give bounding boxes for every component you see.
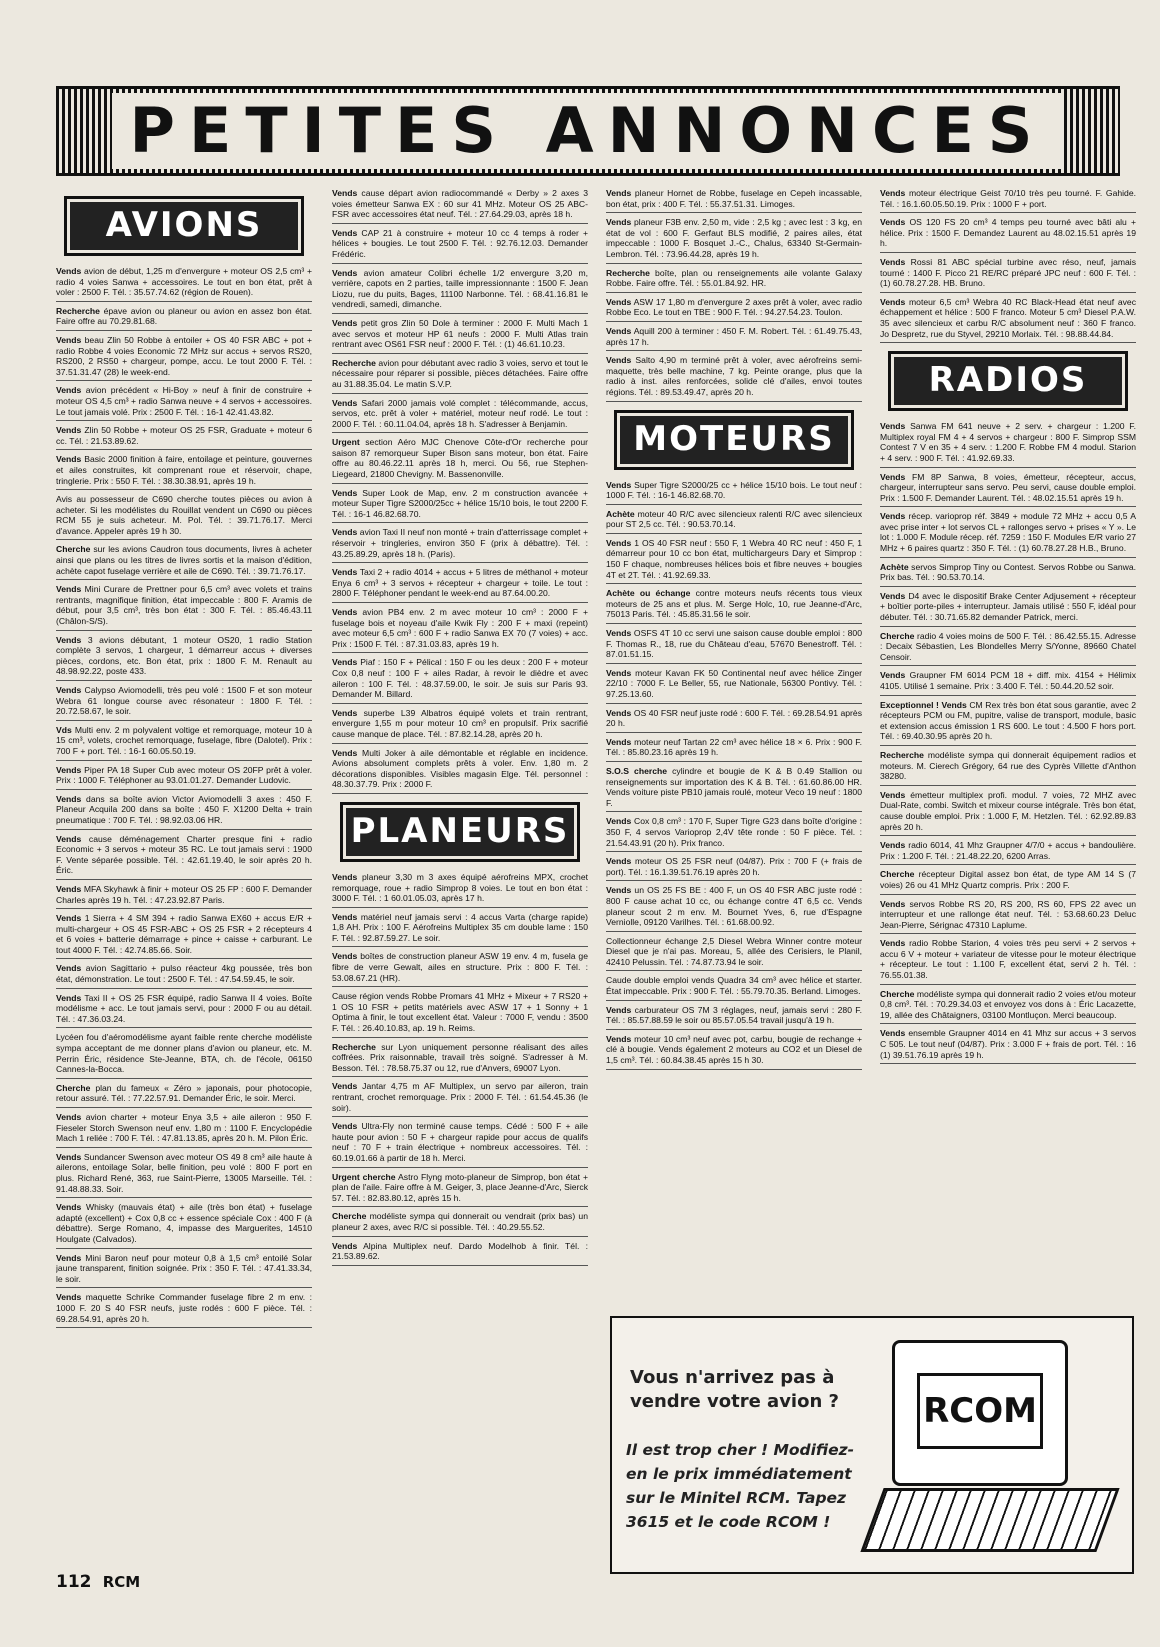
classified-ad: [56, 306, 312, 331]
ad-text: 3 avions débutant, 1 moteur OS20, 1 radio Station complète 3 servos, 1 chargeur, 1 démarreur accus + diverses pièces, cordons, etc. Bon état, prix : 1800 F. M. Renault au 48.98.92.22, poste 433.: [56, 634, 312, 677]
classified-ad: [880, 562, 1136, 587]
classified-ad: [606, 480, 862, 505]
ad-text: moteur 6,5 cm³ Webra 40 RC Black-Head état neuf avec échappement et hélice : 500 F franco. Moteur 5 cm³ Diesel P.A.W. 35 avec silencieux et carbu R/C absolument neuf : 360 F franco. Jo Despretz, rue du Styvel, 29210 Morlaix. Tél. : 98.88.44.84.: [880, 296, 1136, 339]
classified-ad: [332, 1042, 588, 1078]
ad-text: Piper PA 18 Super Cub avec moteur OS 20FP prêt à voler. Prix : 1000 F. Téléphoner au 93.01.01.27. Demander Ludovic.: [56, 764, 312, 786]
column-2: [332, 188, 588, 1558]
ad-keyword: Urgent cherche: [332, 1171, 396, 1182]
classified-ad: [606, 217, 862, 263]
classified-ad: [880, 472, 1136, 508]
ad-keyword: Vends: [606, 296, 632, 307]
ad-keyword: Vends: [332, 871, 358, 882]
classified-ad: [56, 385, 312, 421]
classified-ad: [56, 425, 312, 450]
ad-text: OSFS 4T 10 cc servi une saison cause double emploi : 800 F. Thomas R., 18, rue du Château d'eau, 57670 Benestroff. Tél. : 87.01.51.15.: [606, 628, 862, 660]
ad-text: modéliste sympa qui donnerait équipement radios et moteurs. M. Cierech Grégory, 64 rue des Cyprès Villette d'Anthon 38280.: [880, 749, 1136, 782]
classified-ad: [332, 318, 588, 354]
ad-text: plan du fameux « Zéro » japonais, pour photocopie, retour assuré. Tél. : 77.22.57.91. Demander Éric, le soir. Merci.: [56, 1082, 312, 1104]
classified-ad: [606, 538, 862, 584]
classified-ad: [606, 1034, 862, 1070]
ad-text: moteur OS 25 FSR neuf (04/87). Prix : 700 F (+ frais de port). Tél. : 16.1.39.51.76.19 après 20 h.: [606, 856, 862, 877]
classified-ad: [56, 993, 312, 1029]
ad-keyword: Vends: [606, 707, 632, 718]
classified-ad: [606, 588, 862, 624]
classified-ad: [332, 527, 588, 563]
ad-keyword: Vends: [56, 685, 82, 695]
classified-ad: [332, 748, 588, 794]
ad-text: carburateur OS 7M 3 réglages, neuf, jamais servi : 280 F. Tél. : 85.57.88.59 le soir ou 85.57.05.54 travail jusqu'à 19 h.: [606, 1004, 862, 1026]
ad-text: 1 OS 40 FSR neuf : 550 F, 1 Webra 40 RC neuf : 450 F, 1 démarreur pour 10 cc bon état, multichargeurs Dary et Simprop : 150 F chaque, nombreuses hélices bois et fibre neuves + bougies 4T et 2T. Tél. : 41.92.69.33.: [606, 537, 862, 580]
classified-ad: [56, 544, 312, 580]
classified-ad: [606, 975, 862, 1000]
ad-keyword: Exceptionnel ! Vends: [880, 699, 967, 710]
ad-keyword: Cherche: [880, 869, 915, 880]
classified-ad: [880, 511, 1136, 557]
ad-text: boîte, plan ou renseignements aile volante Galaxy Robbe. Faire offre. Tél. : 55.01.84.92. HR.: [606, 267, 862, 289]
ad-keyword: Vends: [56, 1252, 82, 1263]
classified-ad: [606, 708, 862, 733]
ad-text: beau Zlin 50 Robbe à entoiler + OS 40 FSR ABC + pot + radio Robbe 4 voies Economic 72 MHz sur accus + servos RS20, RS200, 2 RS50 + chargeur, pompe, accu. Le tout 2000 F. Tél. : 37.51.31.47 (28) le week-end.: [56, 334, 312, 377]
ad-keyword: Vends: [880, 670, 906, 681]
ad-keyword: Vends: [880, 256, 906, 267]
ad-text: Basic 2000 finition à faire, entoilage et peinture, gouvernes et ailes construites, kit comprenant roue et réservoir, chape, tringlerie. Prix : 550 F. Tél. : 38.30.38.91, après 19 h.: [56, 454, 312, 486]
ad-keyword: Vends: [332, 527, 358, 538]
classified-ad: [332, 1211, 588, 1236]
classified-ad: [56, 1112, 312, 1148]
classified-ad: [880, 840, 1136, 865]
classified-ad: [880, 421, 1136, 467]
ad-list: [606, 480, 862, 1070]
classified-ad: [332, 991, 588, 1037]
ad-keyword: Vends: [880, 840, 906, 851]
ad-keyword: Recherche: [606, 267, 650, 278]
classified-ad: [56, 584, 312, 630]
classified-ad: [332, 268, 588, 314]
ad-list: [880, 421, 1136, 1064]
classified-ad: [332, 1241, 588, 1266]
ad-keyword: Vends: [56, 992, 82, 1003]
ad-keyword: Urgent: [332, 437, 360, 448]
ad-keyword: Vends: [332, 317, 358, 328]
classified-ad: [56, 834, 312, 880]
ad-keyword: Vends: [332, 188, 358, 198]
column-4: [880, 188, 1136, 1308]
ad-text: Aquill 200 à terminer : 450 F. M. Robert. Tél. : 61.49.75.43, après 17 h.: [606, 325, 862, 347]
ad-keyword: Achète: [606, 508, 635, 519]
ad-text: Cox 0,8 cm³ : 170 F, Super Tigre G23 dans boîte d'origine : 350 F, 4 servos Varioprop 2,4V tête ronde : 50 F pièce. Tél. : 21.54.43.91 (20 h). Prix franco.: [606, 816, 862, 848]
ad-text: contre moteurs neufs récents tous vieux moteurs de 25 ans et plus. M. Serge Holc, 10, rue Jeanne-d'Arc, 75013 Paris. Tél. : 45.85.31.56 le soir.: [606, 588, 862, 620]
ad-keyword: Vends: [56, 634, 82, 645]
ad-text: Rossi 81 ABC spécial turbine avec réso, neuf, jamais tourné : 1400 F. Picco 21 RE/RC préparé JPC neuf : 600 F. Tél. : (1) 60.78.27.28. HB. Bruno.: [880, 256, 1136, 289]
ad-keyword: Vends: [56, 1112, 82, 1122]
classified-ad: [606, 1005, 862, 1030]
section-avions: AVIONS: [64, 196, 304, 256]
ad-keyword: Vends: [56, 883, 82, 894]
ad-keyword: Recherche: [56, 305, 100, 316]
ad-text: Calypso Aviomodelli, très peu volé : 1500 F et son moteur Webra 61 longue course avec résonateur : 1800 F. Tél. : 20.72.58.67, le soir.: [56, 685, 312, 717]
ad-text: planeur Hornet de Robbe, fuselage en Cepeh incassable, bon état, prix : 400 F. Tél. : 55.37.51.31. Limoges.: [606, 188, 862, 209]
ad-text: MFA Skyhawk à finir + moteur OS 25 FP : 600 F. Demander Charles après 19 h. Tél. : 47.23.92.87 Paris.: [56, 883, 312, 905]
ad-text: Whisky (mauvais état) + aile (très bon état) + fuselage adapté (excellent) + Cox 0,8 cc + essence spéciale Cox : 400 F (à débattre). Serge Romano, 4, impasse des Marguerites, 14510 Houlgate (Calvados).: [56, 1202, 312, 1244]
ad-keyword: Vends: [332, 1121, 358, 1132]
ad-text: cylindre et bougie de K & B 0.49 Stallion ou renseignements sur importation des K & B. Tél. : 61.60.86.00 HR. Vends voiture piste PB10 jamais roulé, moteur Veco 19 neuf : 1800 F.: [606, 765, 862, 808]
ad-text: Alpina Multiplex neuf. Dardo Modelhob à finir. Tél. : 21.53.89.62.: [332, 1240, 588, 1262]
ad-keyword: Vends: [606, 325, 632, 336]
ad-keyword: Vends: [880, 188, 906, 198]
ad-keyword: Vends: [332, 657, 358, 668]
classified-ad: [880, 750, 1136, 786]
ad-list: [56, 266, 312, 1328]
ad-text: Ultra-Fly non terminé cause temps. Cédé : 500 F + aile haute pour avion : 50 F + chargeur rapide pour accus de qualifs neuf : 70 F + train électrique + nombreux accessoires. Tél. : 60.19.01.66 à partir de 18 h. Merci.: [332, 1121, 588, 1163]
ad-keyword: Vends: [606, 885, 632, 896]
ad-keyword: Vends: [56, 266, 82, 276]
classified-ad: [606, 326, 862, 351]
ad-text: moteur électrique Geist 70/10 très peu tourné. F. Gahide. Tél. : 16.1.60.05.50.19. Prix : 1000 F + port.: [880, 188, 1136, 209]
ad-text: CAP 21 à construire + moteur 10 cc 4 temps à roder + hélices + bougies. Le tout 2500 F. Tél. : 92.76.12.03. Demander Frédéric.: [332, 227, 588, 259]
classified-ad: [332, 228, 588, 264]
ad-text: Multi Joker à aile démontable et réglable en incidence. Avions absolument complets prêts à voler. Env. 1,80 m. 2 décorations disponibles. Visibles magasin Elge. Tél. personnel : 48.30.37.79. Prix : 2000 F.: [332, 747, 588, 790]
classified-ad: [56, 1253, 312, 1289]
section-moteurs: MOTEURS: [614, 410, 854, 470]
classified-ad: [332, 912, 588, 948]
ad-list: [606, 188, 862, 402]
ad-text: Mini Curare de Prettner pour 6,5 cm³ avec volets et trains rentrants, magnifique finition, état impeccable : 800 F. Aramis de début, pour 3,5 cm³, très bon état : 300 F. Tél. : 85.46.43.11 (Châlon-S/S).: [56, 584, 312, 627]
ad-text: Astro Flyng moto-planeur de Simprop, bon état + plan de l'aile. Faire offre à M. Geiger, 3, place Jeanne-d'Arc, Sierck 57. Tél. : 82.83.80.12, après 15 h.: [332, 1171, 588, 1203]
ad-text: boîtes de construction planeur ASW 19 env. 4 m, fusela ge fibre de verre Gewalt, ailes en structure. Prix : 800 F. Tél. : 53.08.67.21 (HR).: [332, 951, 588, 983]
ad-keyword: Vends: [332, 1240, 358, 1251]
ad-list: [332, 188, 588, 794]
ad-keyword: Recherche: [880, 749, 924, 760]
classified-ad: [56, 1032, 312, 1078]
classified-ad: [332, 488, 588, 524]
minitel-keyboard-icon: [860, 1488, 1119, 1552]
ad-keyword: Vends: [606, 537, 632, 548]
ad-list: [880, 188, 1136, 343]
classified-ad: [606, 668, 862, 704]
ad-keyword: Vends: [606, 628, 632, 639]
ad-text: moteur neuf Tartan 22 cm³ avec hélice 18 × 6. Prix : 900 F. Tél. : 85.80.23.16 après 19 h.: [606, 736, 862, 758]
ad-text: avion PB4 env. 2 m avec moteur 10 cm³ : 2000 F + fuselage bois et noyeau d'aile Kwik Fly : 200 F + maxi (repeint) avec moteur 6,5 cm³ : 600 F + radio Sanwa EX 70 (7 voies) + acc. Prix : 1500 F. Tél. : 87.31.03.83, après 19 h.: [332, 607, 588, 649]
ad-text: maquette Schrike Commander fuselage fibre 2 m env. : 1000 F. 20 S 40 FSR neufs, juste rodés : 600 F pièce. Tél. : 69.28.54.91, après 20 h.: [56, 1292, 312, 1324]
classified-ad: [606, 355, 862, 401]
classified-ad: [606, 816, 862, 852]
ad-text: récepteur Digital assez bon état, de type AM 14 S (7 voies) 26 ou 41 MHz Quartz compris. Prix : 200 F.: [880, 869, 1136, 890]
ad-keyword: Vends: [56, 833, 82, 844]
ad-keyword: Vends: [56, 913, 82, 924]
ad-keyword: Vends: [880, 471, 906, 482]
ad-text: Lycéen fou d'aéromodélisme ayant faible rente cherche modéliste sympa acceptant de me donner plans d'avion ou planeur, etc. M. Perrin Éric, résidence Ste-Jeanne, BTA, ch. de l'école, 06150 Cannes-la-Bocca.: [56, 1032, 312, 1075]
ad-text: Safari 2000 jamais volé complet : télécommande, accus, servos, etc. prêt à voler + matériel, moteur neuf rodé. Le tout : 2000 F. Tél. : 60.11.04.04, après 18 h. S'adresser à Benjamin.: [332, 397, 588, 429]
ad-keyword: Achète ou échange: [606, 588, 691, 599]
classified-ad: [56, 913, 312, 959]
ad-text: ASW 17 1,80 m d'envergure 2 axes prêt à voler, avec radio Robbe Eco. Le tout en TBE : 900 F. Tél. : 94.27.54.23. Toulon.: [606, 296, 862, 318]
classified-ad: [606, 297, 862, 322]
classified-ad: [332, 358, 588, 394]
ad-text: Mini Baron neuf pour moteur 0,8 à 1,5 cm³ entoilé Solar jaune transparent, finition soignée. Prix : 350 F. Tél. : 47.41.33.34, le soir.: [56, 1252, 312, 1284]
ad-keyword: Cherche: [880, 630, 915, 641]
classified-ad: [880, 257, 1136, 293]
classified-ad: [56, 685, 312, 721]
classified-ad: [56, 1152, 312, 1198]
page-number: 112: [56, 1572, 92, 1592]
ad-keyword: Vends: [880, 217, 906, 228]
ad-keyword: Vends: [332, 911, 358, 922]
ad-text: moteur Kavan FK 50 Continental neuf avec hélice Zinger 22/10 : 7000 F. Le Beller, 55, rue Nationale, 56300 Pontivy. Tél. : 97.25.13.60.: [606, 667, 862, 699]
ad-text: dans sa boîte avion Victor Aviomodelli 3 axes : 450 F. Planeur Acquila 200 dans sa boîte : 450 F. X1200 Delta + train pneumatique : 700 F. Tél. : 98.92.03.06 HR.: [56, 793, 312, 825]
ad-text: sur les avions Caudron tous documents, livres à acheter ainsi que plans ou les titres de livres sortis et la maison d'édition, achète capot fuselage verrière et aile de C690. Tél. : 39.71.76.17.: [56, 544, 312, 576]
classified-ad: [332, 951, 588, 987]
classified-ad: [880, 631, 1136, 667]
classified-ad: [332, 872, 588, 908]
ad-text: 1 Sierra + 4 SM 394 + radio Sanwa EX60 + accus E/R + multi-chargeur + OS 45 FSR-ABC + OS 25 FSR + 2 récepteurs 4 et 6 voies + batterie démarrage + pince + caisse + carburant. Le tout 4000 F. Tél. : 42.74.85.66. Soir.: [56, 913, 312, 955]
ad-keyword: Vends: [606, 479, 632, 490]
ad-text: moteur 40 R/C avec silencieux ralenti R/C avec silencieux pour ST 2,5 cc. Tél. : 90.53.70.14.: [606, 508, 862, 530]
ad-keyword: Vends: [880, 1028, 906, 1039]
ad-keyword: Vends: [56, 425, 82, 436]
ad-text: CM Rex très bon état sous garantie, avec 2 récepteurs PCM ou FM, pupitre, valise de transport, module, basic et extension accus émission 1 RS 600. Le tout : 4.500 F hors port. Tél. : 69.40.30.95 après 20 h.: [880, 699, 1136, 742]
ad-keyword: Vends: [56, 793, 82, 804]
ad-keyword: Vends: [332, 707, 358, 718]
classified-ad: [332, 1081, 588, 1117]
ad-text: section Aéro MJC Chenove Côte-d'Or recherche pour saison 87 remorqueur Super Bison sans moteur, bon état. Faire offre au 80.46.22.11 après 18 h, merci. Ou 56, rue Stephen-Liegeard, 21800 Chevigny. M. Bassenonville.: [332, 437, 588, 480]
classified-ad: [606, 885, 862, 931]
classified-ad: [606, 737, 862, 762]
classified-ad: [332, 437, 588, 483]
ad-text: avion Taxi II neuf non monté + train d'atterrissage complet + réservoir + tringleries, environ 350 F (prix à débattre). Tél. : 43.25.89.29, après 18 h. (Paris).: [332, 527, 588, 559]
classified-ad: [880, 1028, 1136, 1064]
classified-ad: [332, 708, 588, 744]
ad-text: Super Tigre S2000/25 cc + hélice 15/10 bois. Le tout neuf : 1000 F. Tél. : 16-1 46.82.68.70.: [606, 479, 862, 501]
ad-keyword: Vends: [880, 789, 906, 800]
ad-text: planeur F3B env. 2,50 m, vide : 2,5 kg ; avec lest : 3 kg, en état de vol : 600 F. Gerfaut BLS modifié, 2 paires ailes, état impeccable : 1000 F. Bosquet J.-C., Chalus, 63340 St-Germain-Lembron. Tél. : 73.96.44.28, après 19 h.: [606, 217, 862, 259]
classified-ad: [606, 936, 862, 972]
ad-text: émetteur multiplex profi. modul. 7 voies, 72 MHZ avec Dual-Rate, combi. Switch et mixeur course intégrale. Très bon état, cause double emploi. Prix : 1.000 F, M. Hetzlen. Tél. : 62.92.89.83 après 20 h.: [880, 789, 1136, 832]
classified-ad: [606, 628, 862, 664]
ad-keyword: Cherche: [56, 544, 91, 555]
ad-text: planeur 3,30 m 3 axes équipé aérofreins MPX, crochet remorquage, roue + radio Simprop 8 voies. Le tout en bon état : 3000 F. Tél. : 1 60.01.05.03, après 17 h.: [332, 871, 588, 904]
ad-keyword: Vends: [56, 1292, 82, 1303]
classified-ad: [332, 567, 588, 603]
classified-ad: [56, 635, 312, 681]
ad-text: matériel neuf jamais servi : 4 accus Varta (charge rapide) 1,8 AH. Prix : 100 F. Aérofreins Multiplex 35 cm double lame : 150 F. Tél. : 92.87.59.27. Le soir.: [332, 911, 588, 943]
ad-text: sur Lyon uniquement personne réalisant des ailes coffrées. Prix raisonnable, travail très soigné. S'adresser à M. Besson. Tél. : 78.58.75.37 ou 12, rue d'Anvers, 69007 Lyon.: [332, 1041, 588, 1073]
ad-keyword: Vds: [56, 724, 72, 735]
ad-text: Salto 4,90 m terminé prêt à voler, avec aérofreins semi-maquette, très belle machine, 7 kg. Peinte orange, plus que la radio à inst. ailes renforcées, solide clé d'ailes, envoi toutes régions. Tél. : 89.53.49.47, après 20 h.: [606, 355, 862, 397]
classified-ad: [56, 1202, 312, 1248]
ad-keyword: Vends: [56, 963, 82, 974]
ad-keyword: Vends: [332, 487, 358, 498]
ad-keyword: Vends: [56, 764, 82, 775]
ad-text: petit gros Zlin 50 Dole à terminer : 2000 F. Multi Mach 1 avec servos et moteur HP 61 neufs : 2000 F. Multi Atlas train rentrant avec OS61 FSR neuf : 2000 F. Tél. : (1) 46.61.10.23.: [332, 317, 588, 350]
section-planeurs: PLANEURS: [340, 802, 580, 862]
classified-ad: [332, 398, 588, 434]
ad-keyword: Vends: [606, 736, 632, 747]
masthead: [56, 86, 1120, 176]
ad-text: radio Robbe Starion, 4 voies très peu servi + 2 servos + accu 6 V + moteur + variateur de vitesse pour le moteur électrique + récepteur. Le tout : 1.100 F, excellent état, servi 2 h. Tél. : 76.55.01.38.: [880, 938, 1136, 981]
ad-text: Zlin 50 Robbe + moteur OS 25 FSR, Graduate + moteur 6 cc. Tél. : 21.53.89.62.: [56, 425, 312, 446]
ad-text: récep. varioprop réf. 3849 + module 72 MHz + accu 0,5 A avec prise inter + lot servos CL + rallonges servo + prises « Y ». Le lot : 1.000 F. Module récep. réf. 7259 : 150 F. Modules E/R vario 27 MHz + 6 paires quartz : 350 F. Tél. : (1) 60.78.27.28 H.B., Bruno.: [880, 511, 1136, 554]
ad-keyword: Recherche: [332, 357, 376, 368]
ad-keyword: Vends: [606, 355, 632, 366]
ad-keyword: Vends: [606, 1004, 632, 1015]
ad-keyword: Vends: [332, 951, 358, 962]
ad-text: radio 4 voies moins de 500 F. Tél. : 86.42.55.15. Adresse : Decaix Sébastien, Les Blondelles Merry S/Yonne, 89660 Chatel Censoir.: [880, 630, 1136, 662]
ad-keyword: Vends: [56, 454, 82, 465]
ad-text: radio 6014, 41 Mhz Graupner 4/7/0 + accus + bandoulière. Prix : 1.200 F. Tél. : 21.48.22.20, 6200 Arras.: [880, 840, 1136, 861]
ad-text: avion charter + moteur Enya 3,5 + aile aileron : 950 F. Fieseler Storch Swenson neuf env. 1,80 m : 1100 F. Encyclopédie Mach 1 reliée : 700 F. Tél. : 47.81.13.85, après 20 h. M. Pilon Éric.: [56, 1112, 312, 1144]
ad-text: épave avion ou planeur ou avion en assez bon état. Faire offre au 70.29.81.68.: [56, 305, 312, 327]
minitel-screen: [892, 1340, 1068, 1486]
classified-ad: [56, 335, 312, 381]
ad-keyword: Cherche: [880, 988, 915, 999]
column-1: [56, 188, 312, 1558]
ad-keyword: Vends: [606, 856, 632, 867]
ad-keyword: Vends: [56, 385, 82, 396]
ad-keyword: Vends: [606, 217, 632, 228]
classified-ad: [56, 494, 312, 540]
classified-ad: [56, 794, 312, 830]
ad-text: Graupner FM 6014 PCM 18 + diff. mix. 4154 + Hélimix 4105. Utilisé 1 semaine. Prix : 3.400 F. Tél. : 50.44.20.52 soir.: [880, 670, 1136, 691]
classified-ad: [880, 790, 1136, 836]
ad-text: Sundancer Swenson avec moteur OS 49 8 cm³ aile haute à ailerons, entoilage Solar, belle finition, peu volé : 800 F port en plus. Richard René, 363, rue Saint-Pierre, 13005 Marseille. Tél. : 91.48.88.33. Soir.: [56, 1151, 312, 1194]
ad-keyword: Vends: [332, 267, 358, 278]
ad-keyword: Vends: [880, 590, 906, 601]
ad-keyword: Vends: [880, 898, 906, 909]
classified-ad: [880, 869, 1136, 894]
classified-ad: [880, 217, 1136, 253]
classified-ad: [332, 1172, 588, 1208]
ad-keyword: Vends: [332, 397, 358, 408]
ad-keyword: S.O.S cherche: [606, 765, 668, 776]
ad-keyword: Vends: [880, 938, 906, 949]
magazine-name: RCM: [102, 1573, 141, 1591]
ad-keyword: Vends: [332, 747, 358, 758]
ad-text: modéliste sympa qui donnerait radio 2 voies et/ou moteur 0,8 cm³. Tél. : 70.29.34.03 et envoyez vos dons à : Éric Lacazette, 19, allée des Châtaigners, 03100 Montluçon. Merci beaucoup.: [880, 988, 1136, 1020]
ad-text: avion de début, 1,25 m d'envergure + moteur OS 2,5 cm³ + radio 4 voies Sanwa + accessoires. Le tout en bon état, prêt à voler : 2500 F. Tél. : 35.57.74.62 (région de Rouen).: [56, 266, 312, 298]
minitel-promo: [610, 1316, 1134, 1574]
ad-keyword: Vends: [606, 816, 632, 827]
ad-keyword: Vends: [56, 1202, 82, 1213]
classified-ad: [56, 266, 312, 302]
ad-text: Piaf : 150 F + Pélical : 150 F ou les deux : 200 F + moteur Cox 0,8 neuf : 100 F + ailes Radar, à revoir le dièdre et avec aileron : 100 F. Tél. : 48.37.59.00, le soir. Je suis sur Paris 93. Demander M. Billard.: [332, 657, 588, 700]
ad-text: Cause région vends Robbe Promars 41 MHz + Mixeur + 7 RS20 + 1 OS 10 FSR + petits matériels avec ASW 17 + 1 Sonny + 1 Optima à finir, le tout excellent état. Valeur : 7000 F, vendu : 3500 F. Tél. : 26.40.10.83, ap. 19 h. Reims.: [332, 991, 588, 1034]
classified-ad: [332, 657, 588, 703]
ad-text: Avis au possesseur de C690 cherche toutes pièces ou avion à acheter. Si les modélistes du Rouillat vendent un C690 ou pièces RCM 55 je suis acheteur. M. Pol. Tél. : 39.71.76.17. Merci d'avance. Appeler après 19 h 30.: [56, 494, 312, 536]
ad-text: cause départ avion radiocommandé « Derby » 2 axes 3 voies émetteur Sanwa EX : 60 sur 41 MHz. Moteur OS 25 ABC-FSR avec accessoires état neuf. Tél. : 27.64.29.03, après 18 h.: [332, 188, 588, 220]
classified-ad: [880, 989, 1136, 1025]
classified-ad: [606, 188, 862, 213]
classified-ad: [880, 188, 1136, 213]
ad-keyword: Vends: [880, 511, 906, 522]
ad-keyword: Achète: [880, 561, 909, 572]
ad-text: Jantar 4,75 m AF Multiplex, un servo par aileron, train rentrant, crochet remorquage. Prix : 2000 F. Tél. : 61.54.45.36 (le soir).: [332, 1081, 588, 1113]
ad-keyword: Vends: [332, 567, 358, 578]
ad-keyword: Vends: [880, 421, 906, 432]
rcom-logo: RCOM: [917, 1373, 1043, 1449]
ad-text: superbe L39 Albatros équipé volets et train rentrant, envergure 1,55 m pour moteur 10 cm³ en propulsif. Prix sacrifié cause manque de place. Tél. : 87.82.14.28, après 20 h.: [332, 707, 588, 739]
classified-ad: [880, 670, 1136, 695]
ad-keyword: Vends: [332, 1081, 358, 1092]
classified-ad: [56, 725, 312, 761]
section-radios: RADIOS: [888, 351, 1128, 411]
masthead-title: PETITES ANNONCES: [112, 93, 1065, 169]
classified-ad: [56, 454, 312, 490]
ad-text: servos Simprop Tiny ou Contest. Servos Robbe ou Sanwa. Prix bas. Tél. : 90.53.70.14.: [880, 561, 1136, 583]
classified-ad: [606, 268, 862, 293]
classified-ad: [56, 963, 312, 988]
classified-ad: [880, 591, 1136, 627]
classified-ad: [56, 1083, 312, 1108]
ad-text: Multi env. 2 m polyvalent voltige et remorquage, moteur 10 à 15 cm³, volets, crochet remorquage, fuselage, fibre (Dalotel). Prix : 700 F + port. Tél. : 16-1 60.05.50.19.: [56, 724, 312, 756]
ad-keyword: Recherche: [332, 1041, 376, 1052]
classified-ad: [880, 938, 1136, 984]
classified-ad: [56, 884, 312, 909]
ad-keyword: Vends: [606, 667, 632, 678]
promo-question: Vous n'arrivez pas à vendre votre avion ?: [630, 1367, 839, 1412]
ad-keyword: Vends: [56, 1151, 82, 1162]
ad-keyword: Cherche: [56, 1082, 91, 1093]
ad-text: Taxi II + OS 25 FSR équipé, radio Sanwa II 4 voies. Boîte modélisme + acc. Le tout jamais servi, pour : 2000 F ou au détail. Tél. : 47.36.03.24.: [56, 992, 312, 1024]
ad-keyword: Cherche: [332, 1211, 367, 1222]
ad-text: Sanwa FM 641 neuve + 2 serv. + chargeur : 1.200 F. Multiplex royal FM 4 + 4 servos + chargeur : 800 F. Simprop SSM Contest 7 V en 35 + 4 serv. : 1.200 F. Robbe FM 4 modul. Starion + 4 serv. : 900 F. Tél. : 41.92.69.33.: [880, 421, 1136, 463]
ad-text: Collectionneur échange 2,5 Diesel Webra Winner contre moteur Diesel que je n'ai pas. Moreau, 5, allée des Cerisiers, le Planil, 42410 Pelussin. Tél. : 74.87.73.94 le soir.: [606, 935, 862, 967]
ad-text: servos Robbe RS 20, RS 200, RS 60, FPS 22 avec un interrupteur et une rallonge état neuf. Tél. : 53.68.60.23 Deluc Jean-Pierre, Sérignac 47310 Laplume.: [880, 898, 1136, 930]
classified-ad: [880, 297, 1136, 343]
ad-text: avion précédent « Hi-Boy » neuf à finir de construire + moteur OS 4,5 cm³ + radio Sanwa neuve + 4 servos + accessoires. Le tout jamais volé. Prix : 2500 F. Tél. : 16-1 42.41.43.82.: [56, 385, 312, 417]
ad-keyword: Vends: [56, 584, 82, 595]
ad-text: un OS 25 FS BE : 400 F, un OS 40 FSR ABC juste rodé : 800 F cause achat 10 cc, ou échange contre 4T 6,5 cc. Vends planeur scout 2 m env. M. Bournet Yves, 6, rue d'Espagne Verniolle, 09120 Varilhes. Tél. : 61.68.00.92.: [606, 885, 862, 928]
ad-list: [332, 872, 588, 1266]
ad-keyword: Vends: [332, 607, 358, 617]
ad-text: cause déménagement Charter presque fini + radio Economic + 3 servos + moteur 35 RC. Le tout jamais servi : 1900 F. Vente séparée possible. Tél. : 42.61.19.40, le soir après 20 h. Éric.: [56, 833, 312, 876]
classified-ad: [606, 856, 862, 881]
classified-ad: [880, 899, 1136, 935]
classified-ad: [606, 509, 862, 534]
ad-keyword: Vends: [606, 1033, 632, 1044]
ad-text: Caude double emploi vends Quadra 34 cm³ avec hélice et starter. État impeccable. Prix : 900 F. Tél. : 55.79.70.35. Berland. Limoges.: [606, 975, 862, 997]
classified-ad: [880, 700, 1136, 746]
ad-text: Taxi 2 + radio 4014 + accus + 5 litres de méthanol + moteur Enya 6 cm³ + 3 servos + récepteur + chargeur + toile. Le tout : 2800 F. Téléphoner pendant le week-end au 87.64.00.20.: [332, 567, 588, 599]
ad-text: OS 40 FSR neuf juste rodé : 600 F. Tél. : 69.28.54.91 après 20 h.: [606, 707, 862, 729]
classified-ad: [56, 1292, 312, 1328]
page-footer: [56, 1572, 140, 1592]
ad-text: FM 8P Sanwa, 8 voies, émetteur, récepteur, accus, chargeur, interrupteur sans servo. Peu servi, cause double emploi. Prix : 1.500 F. Demander Laurent. Tél. : 48.02.15.51 après 19 h.: [880, 471, 1136, 503]
classified-ad: [606, 766, 862, 812]
ad-text: avion Sagittario + pulso réacteur 4kg poussée, très bon état, démonstration. Le tout : 2500 F. Tél. : 47.54.59.45, le soir.: [56, 963, 312, 985]
ad-keyword: Vends: [606, 188, 632, 198]
ad-keyword: Vends: [56, 334, 82, 345]
promo-text: Il est trop cher ! Modifiez-en le prix immédiatement sur le Minitel RCM. Tapez 3615 et le code RCOM !: [626, 1441, 855, 1531]
classified-ad: [332, 188, 588, 224]
ad-keyword: Vends: [332, 227, 358, 238]
ad-text: Super Look de Map, env. 2 m construction avancée + moteur Super Tigre S2000/25cc + hélice 15/10 bois, le tout 2200 F. Tél. : 16-1 46.82.68.70.: [332, 487, 588, 519]
classified-ad: [56, 765, 312, 790]
ad-text: avion pour débutant avec radio 3 voies, servo et tout le nécessaire pour réparer si possible, pièces détachées. Faire offre au 31.88.35.04. Le matin S.V.P.: [332, 357, 588, 389]
ad-text: OS 120 FS 20 cm³ 4 temps peu tourné avec bâti alu + hélice. Prix : 1500 F. Demandez Laurent au 48.02.15.51 après 19 h.: [880, 217, 1136, 249]
classified-ad: [332, 607, 588, 653]
ad-text: avion amateur Colibri échelle 1/2 envergure 3,20 m, verrière, capots en 2 parties, taille impressionnante : 1500 F. Jean Liozu, rue du puits, Bages, 11100 Narbonne. Tél. : 68.41.16.81 le vendredi, samedi, dimanche.: [332, 267, 588, 310]
ad-text: ensemble Graupner 4014 en 41 Mhz sur accus + 3 servos C 505. Le tout neuf (04/87). Prix : 3.000 F + frais de port. Tél. : 16 (1) 39.51.76.19 après 19 h.: [880, 1028, 1136, 1060]
classified-ad: [332, 1121, 588, 1167]
ad-text: moteur 10 cm³ neuf avec pot, carbu, bougie de rechange + clé à bougie. Vends également 2 moteurs au CO2 et un Diesel de 1,5 cm³. Tél. : 60.84.38.45 après 15 h 30.: [606, 1033, 862, 1066]
column-3: [606, 188, 862, 1308]
ad-text: D4 avec le dispositif Brake Center Adjusement + récepteur + boîtier porte-piles + interrupteur. Jamais utilisé : 550 F, idéal pour débuter. Tél. : 30.71.65.82 demander Patrick, merci.: [880, 590, 1136, 623]
ad-keyword: Vends: [880, 296, 906, 307]
ad-text: modéliste sympa qui donnerait ou vendrait (prix bas) un planeur 2 axes, avec R/C si possible. Tél. : 40.29.55.52.: [332, 1211, 588, 1232]
